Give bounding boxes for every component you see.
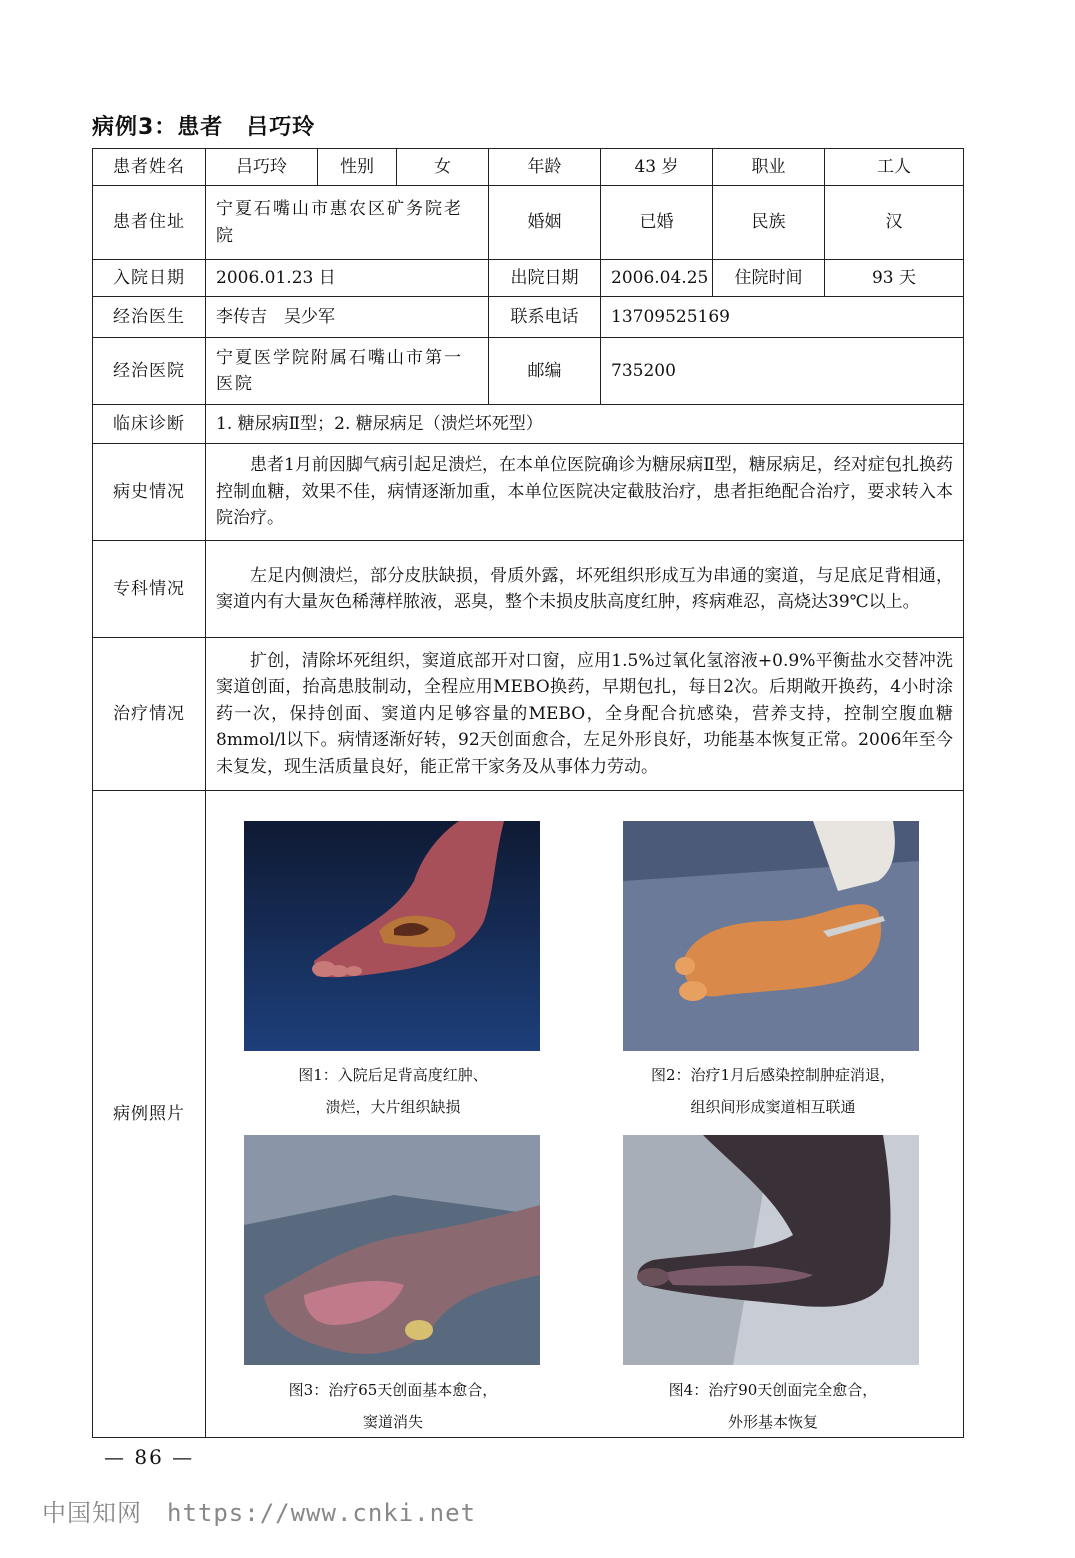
page-number: — 86 — bbox=[104, 1445, 195, 1469]
row-diagnosis bbox=[93, 405, 964, 444]
row-dates bbox=[93, 260, 964, 297]
case-title: 病例3：患者 吕巧玲 bbox=[92, 115, 316, 140]
photo-3 bbox=[244, 1135, 540, 1365]
zip-code: 735200 bbox=[601, 338, 964, 405]
name-label: 患者姓名 bbox=[93, 149, 206, 186]
discharge-label: 出院日期 bbox=[489, 260, 601, 297]
job-label: 职业 bbox=[713, 149, 825, 186]
row-photos bbox=[93, 791, 964, 1438]
stay-duration: 93 天 bbox=[825, 260, 964, 297]
patient-sex: 女 bbox=[397, 149, 489, 186]
foot-photo-1-image bbox=[244, 821, 540, 1051]
patient-age: 43 岁 bbox=[601, 149, 713, 186]
hospital-label: 经治医院 bbox=[93, 338, 206, 405]
foot-photo-2-image bbox=[623, 821, 919, 1051]
discharge-date: 2006.04.25 bbox=[601, 260, 713, 297]
treatment-text: 扩创，清除坏死组织，窦道底部开对口窗，应用1.5%过氧化氢溶液+0.9%平衡盐水交替冲洗窦道创面，抬高患肢制动，全程应用MEBO换药，早期包扎，每日2次。后期敞开换药，4小时涂药一次，保持创面、窦道内足够容量的MEBO，全身配合抗感染，营养支持，控制空腹血糖8mmol/l以下。病情逐渐好转，92天创面愈合，左足外形良好，功能基本恢复正常。2006年至今未复发，现生活质量良好，能正常干家务及从事体力劳动。 bbox=[216, 651, 953, 777]
treatment-label: 治疗情况 bbox=[93, 638, 206, 791]
patient-ethnic: 汉 bbox=[825, 186, 964, 260]
doctor-label: 经治医生 bbox=[93, 297, 206, 338]
phone-label: 联系电话 bbox=[489, 297, 601, 338]
caption-2-line2: 组织间形成窦道相互联通 bbox=[690, 1098, 856, 1116]
stay-label: 住院时间 bbox=[713, 260, 825, 297]
foot-photo-4-image bbox=[623, 1135, 919, 1365]
doctor-names: 李传吉 吴少军 bbox=[206, 297, 489, 338]
caption-4-line1: 图4：治疗90天创面完全愈合， bbox=[668, 1381, 878, 1399]
row-basic-info bbox=[93, 149, 964, 186]
photos-panel bbox=[206, 791, 964, 1438]
caption-3-line1: 图3：治疗65天创面基本愈合， bbox=[288, 1381, 498, 1399]
photos-label: 病例照片 bbox=[93, 791, 206, 1438]
patient-job: 工人 bbox=[825, 149, 964, 186]
phone-number: 13709525169 bbox=[601, 297, 964, 338]
specialty-text: 左足内侧溃烂，部分皮肤缺损，骨质外露，坏死组织形成互为串通的窦道，与足底足背相通，窦道内有大量灰色稀薄样脓液，恶臭，整个未损皮肤高度红肿，疼病难忍，高烧达39℃以上。 bbox=[216, 565, 953, 612]
hospital-name: 宁夏医学院附属石嘴山市第一医院 bbox=[206, 338, 489, 405]
admit-date: 2006.01.23 日 bbox=[206, 260, 489, 297]
row-treatment bbox=[93, 638, 964, 791]
row-address bbox=[93, 186, 964, 260]
diagnosis-text: 1. 糖尿病Ⅱ型；2. 糖尿病足（溃烂坏死型） bbox=[206, 405, 964, 444]
patient-marriage: 已婚 bbox=[601, 186, 713, 260]
row-doctor bbox=[93, 297, 964, 338]
caption-1-line1: 图1：入院后足背高度红肿、 bbox=[298, 1066, 488, 1084]
marriage-label: 婚姻 bbox=[489, 186, 601, 260]
caption-4-line2: 外形基本恢复 bbox=[727, 1413, 818, 1431]
zip-label: 邮编 bbox=[489, 338, 601, 405]
patient-record-table bbox=[92, 148, 964, 1438]
history-text: 患者1月前因脚气病引起足溃烂，在本单位医院确诊为糖尿病Ⅱ型，糖尿病足，经对症包扎换药控制血糖，效果不佳，病情逐渐加重，本单位医院决定截肢治疗，患者拒绝配合治疗，要求转入本院治疗。 bbox=[216, 455, 953, 529]
history-label: 病史情况 bbox=[93, 444, 206, 541]
row-history bbox=[93, 444, 964, 541]
ethnic-label: 民族 bbox=[713, 186, 825, 260]
age-label: 年龄 bbox=[489, 149, 601, 186]
patient-address: 宁夏石嘴山市惠农区矿务院老院 bbox=[206, 186, 489, 260]
sex-label: 性别 bbox=[318, 149, 397, 186]
foot-photo-3-image bbox=[244, 1135, 540, 1365]
cnki-watermark: 中国知网 https://www.cnki.net bbox=[42, 1499, 476, 1527]
diagnosis-label: 临床诊断 bbox=[93, 405, 206, 444]
photo-1 bbox=[244, 821, 540, 1051]
patient-name: 吕巧玲 bbox=[206, 149, 318, 186]
photo-4 bbox=[623, 1135, 919, 1365]
specialty-label: 专科情况 bbox=[93, 541, 206, 638]
caption-1-line2: 溃烂，大片组织缺损 bbox=[325, 1098, 461, 1116]
caption-3-line2: 窦道消失 bbox=[362, 1413, 423, 1431]
photo-2 bbox=[623, 821, 919, 1051]
row-specialty bbox=[93, 541, 964, 638]
row-hospital bbox=[93, 338, 964, 405]
address-label: 患者住址 bbox=[93, 186, 206, 260]
caption-2-line1: 图2：治疗1月后感染控制肿症消退， bbox=[650, 1066, 896, 1084]
admit-label: 入院日期 bbox=[93, 260, 206, 297]
